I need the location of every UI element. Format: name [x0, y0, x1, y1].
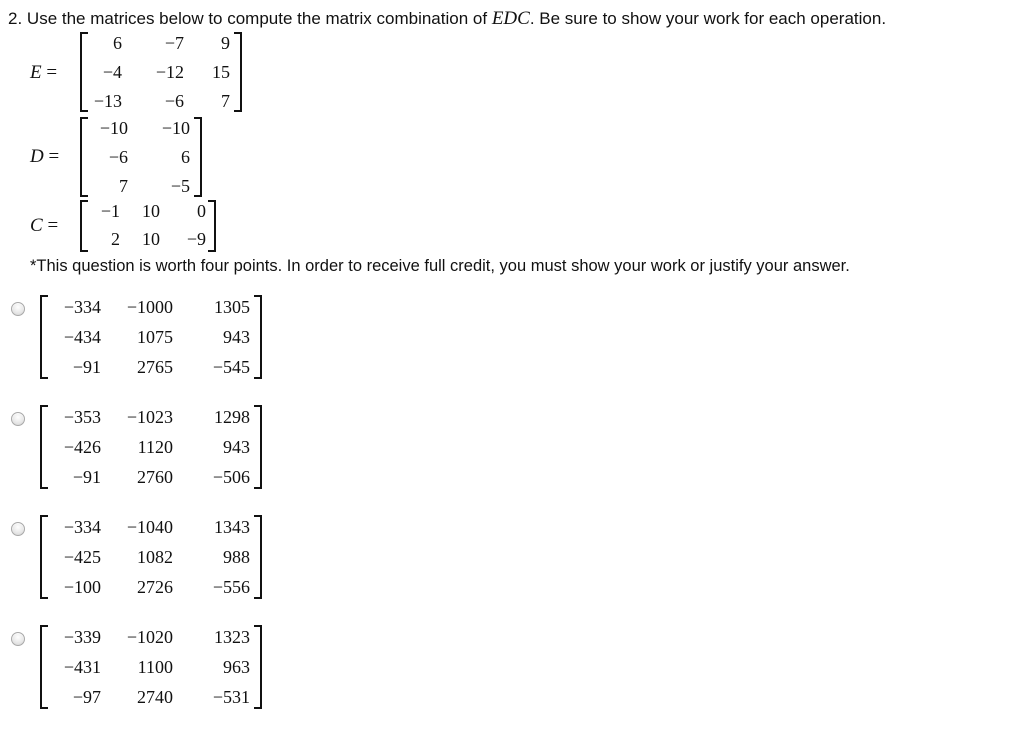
option-2-matrix [40, 405, 262, 489]
matrix-c-cell-r1c3: 0 [197, 201, 206, 221]
option-2-cell-r2c2: 1120 [137, 437, 173, 457]
option-2-cell-r1c2: −1023 [126, 407, 173, 427]
question-prompt: Use the matrices below to compute the matrix combination of [26, 9, 492, 28]
matrix-e-cell-r2c3: 15 [212, 62, 230, 82]
option-4-cell-r1c1: −339 [63, 627, 101, 647]
matrix-e-cell-r1c1: 6 [113, 33, 122, 53]
option-4-cell-r1c2: −1020 [126, 627, 173, 647]
option-4-cell-r2c1: −431 [63, 657, 101, 677]
option-1-radio[interactable] [11, 302, 25, 316]
option-1-cell-r3c2: 2765 [137, 357, 173, 377]
matrix-d-label: D = [30, 146, 60, 167]
option-3-cell-r2c1: −425 [63, 547, 101, 567]
matrix-c-cell-r2c3: −9 [186, 229, 206, 249]
option-4-cell-r2c3: 963 [223, 657, 250, 677]
option-4-cell-r3c3: −531 [212, 687, 250, 707]
matrix-d-cell-r3c1: 7 [119, 176, 128, 196]
option-2-radio[interactable] [11, 412, 25, 426]
option-3-matrix [40, 515, 262, 599]
matrix-c-label: C = [30, 215, 59, 236]
option-2-cell-r3c2: 2760 [137, 467, 173, 487]
matrix-d-cell-r1c1: −10 [99, 118, 128, 138]
option-3-cell-r3c2: 2726 [137, 577, 173, 597]
matrix-e-cell-r3c1: −13 [93, 91, 122, 111]
option-1-cell-r3c1: −91 [72, 357, 101, 377]
option-3-cell-r1c1: −334 [63, 517, 101, 537]
matrix-e-cell-r3c3: 7 [221, 91, 230, 111]
option-3-radio[interactable] [11, 522, 25, 536]
option-4-cell-r2c2: 1100 [137, 657, 173, 677]
matrix-e-cell-r3c2: −6 [164, 91, 184, 111]
matrix-d-cell-r2c1: −6 [108, 147, 128, 167]
option-3-cell-r3c3: −556 [212, 577, 250, 597]
matrix-e-cell-r2c1: −4 [102, 62, 122, 82]
option-2-cell-r1c3: 1298 [214, 407, 250, 427]
option-3-cell-r2c3: 988 [223, 547, 250, 567]
matrix-c-cell-r1c1: −1 [100, 201, 120, 221]
matrix-d [80, 117, 202, 197]
option-2-cell-r1c1: −353 [63, 407, 101, 427]
matrix-e-cell-r1c2: −7 [164, 33, 184, 53]
matrix-d-cell-r2c2: 6 [181, 147, 190, 167]
option-3-cell-r2c2: 1082 [137, 547, 173, 567]
matrix-c [80, 200, 216, 252]
matrix-e-cell-r2c2: −12 [155, 62, 184, 82]
matrix-c-cell-r1c2: 10 [142, 201, 160, 221]
matrix-d-cell-r1c2: −10 [161, 118, 190, 138]
matrix-expression: EDC [491, 8, 530, 29]
matrix-c-cell-r2c2: 10 [142, 229, 160, 249]
option-2-cell-r3c3: −506 [212, 467, 250, 487]
option-3-cell-r1c3: 1343 [214, 517, 250, 537]
option-1-matrix [40, 295, 262, 379]
matrix-e-cell-r1c3: 9 [221, 33, 230, 53]
grading-note: *This question is worth four points. In order to receive full credit, you must show your work or justify your answer. [30, 257, 850, 275]
matrix-c-cell-r2c1: 2 [111, 229, 120, 249]
option-1-cell-r2c1: −434 [63, 327, 101, 347]
question-number: 2. [8, 9, 23, 28]
option-1-cell-r3c3: −545 [212, 357, 250, 377]
option-1-cell-r1c3: 1305 [214, 297, 250, 317]
option-1-cell-r2c3: 943 [223, 327, 250, 347]
option-1-cell-r2c2: 1075 [137, 327, 173, 347]
option-1-cell-r1c1: −334 [63, 297, 101, 317]
option-4-cell-r1c3: 1323 [214, 627, 250, 647]
matrix-e [80, 32, 242, 112]
option-4-matrix [40, 625, 262, 709]
matrix-d-cell-r3c2: −5 [170, 176, 190, 196]
option-3-cell-r3c1: −100 [63, 577, 101, 597]
option-3-cell-r1c2: −1040 [126, 517, 173, 537]
question-prompt-end: . Be sure to show your work for each operation. [529, 9, 887, 28]
option-2-cell-r2c1: −426 [63, 437, 101, 457]
option-4-cell-r3c1: −97 [72, 687, 101, 707]
matrix-e-label: E = [30, 62, 58, 83]
option-1-cell-r1c2: −1000 [126, 297, 173, 317]
option-4-cell-r3c2: 2740 [137, 687, 173, 707]
question-text [8, 8, 886, 30]
option-4-radio[interactable] [11, 632, 25, 646]
option-2-cell-r2c3: 943 [223, 437, 250, 457]
option-2-cell-r3c1: −91 [72, 467, 101, 487]
